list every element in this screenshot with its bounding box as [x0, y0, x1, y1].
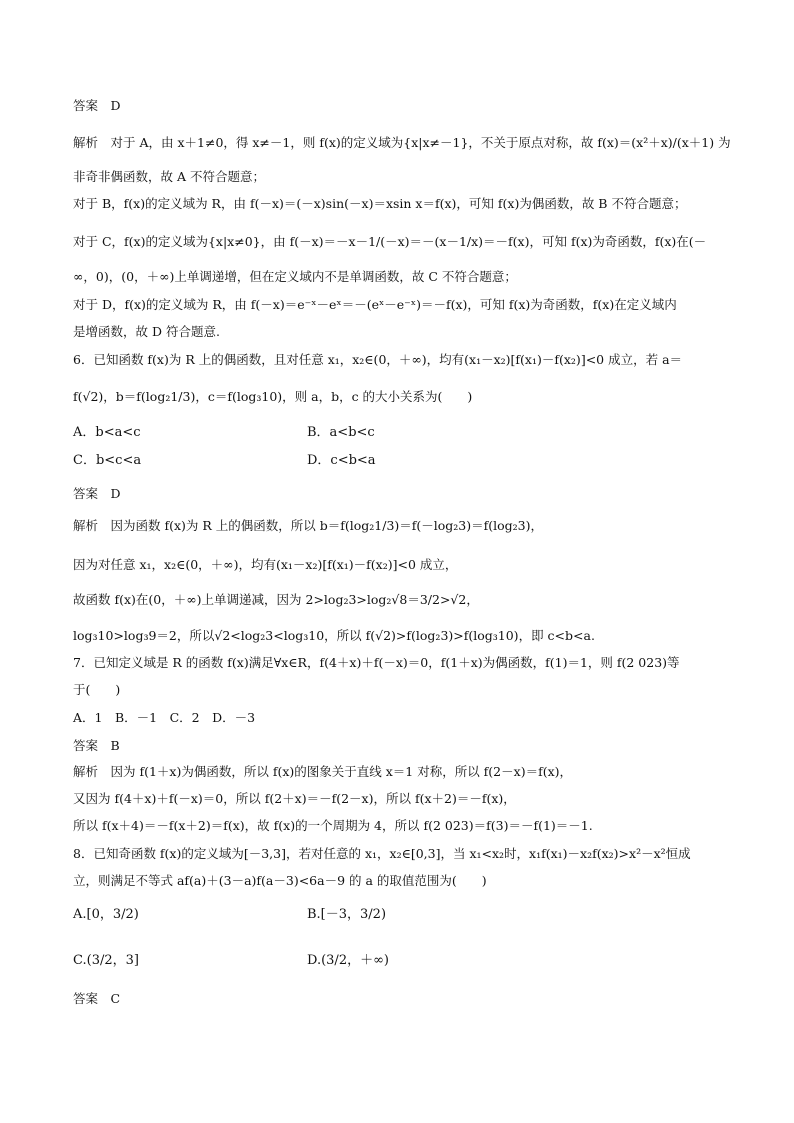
text-line-l22: 解析 因为 f(1＋x)为偶函数，所以 f(x)的图象关于直线 x＝1 对称，所以 f(2－x)＝f(x)，	[73, 764, 572, 779]
options_q6-option-2: C．b<c<a	[73, 453, 142, 468]
text-line-l1: 答案 D	[73, 98, 121, 113]
text-line-l16: 故函数 f(x)在(0，＋∞)上单调递减，因为 2>log₂3>log₂√8＝3/2>√2，	[73, 592, 479, 607]
text-line-l5: 对于 C，f(x)的定义域为{x|x≠0}，由 f(－x)＝－x－1/(－x)＝－(x－1/x)＝－f(x)，可知 f(x)为奇函数，f(x)在(－	[73, 234, 707, 249]
text-line-l24: 所以 f(x＋4)＝－f(x＋2)＝f(x)，故 f(x)的一个周期为 4，所以 f(2 023)＝f(3)＝－f(1)＝－1.	[73, 818, 593, 833]
options_q8-option-3: D.(3/2，＋∞)	[307, 953, 389, 968]
text-line-l6: ∞，0)，(0，＋∞)上单调递增，但在定义域内不是单调函数，故 C 不符合题意；	[73, 269, 517, 284]
text-line-l21: 答案 B	[73, 738, 120, 753]
text-line-l9: 6．已知函数 f(x)为 R 上的偶函数，且对任意 x₁，x₂∈(0，＋∞)，均有(x₁－x₂)[f(x₁)－f(x₂)]<0 成立，若 a＝	[73, 352, 683, 367]
text-line-l10: f(√2)，b＝f(log₂1/3)，c＝f(log₃10)，则 a，b，c 的大小关系为( )	[73, 389, 473, 404]
text-line-l4: 对于 B，f(x)的定义域为 R，由 f(－x)＝(－x)sin(－x)＝xsin x＝f(x)，可知 f(x)为偶函数，故 B 不符合题意；	[73, 196, 687, 211]
options_q8-option-0: A.[0，3/2)	[73, 907, 139, 922]
text-line-l14: 解析 因为函数 f(x)为 R 上的偶函数，所以 b＝f(log₂1/3)＝f(－log₂3)＝f(log₂3)，	[73, 518, 544, 533]
options_q8-option-1: B.[－3，3/2)	[307, 907, 387, 922]
text-line-l26: 立，则满足不等式 af(a)＋(3－a)f(a－3)<6a－9 的 a 的取值范围为( )	[73, 873, 487, 888]
text-line-l13: 答案 D	[73, 486, 121, 501]
text-line-l20: A．1 B．－1 C．2 D．－3	[73, 710, 256, 725]
text-line-l18: 7．已知定义域是 R 的函数 f(x)满足∀x∈R，f(4＋x)＋f(－x)＝0，f(1＋x)为偶函数，f(1)＝1，则 f(2 023)等	[73, 655, 680, 670]
text-line-l19: 于( )	[73, 682, 121, 697]
options_q6-option-0: A．b<a<c	[73, 425, 141, 440]
text-line-l29: 答案 C	[73, 991, 121, 1006]
text-line-l15: 因为对任意 x₁，x₂∈(0，＋∞)，均有(x₁－x₂)[f(x₁)－f(x₂)]<0 成立，	[73, 557, 458, 572]
text-line-l3: 非奇非偶函数，故 A 不符合题意；	[73, 169, 265, 184]
text-line-l8: 是增函数，故 D 符合题意.	[73, 324, 220, 339]
text-line-l2: 解析 对于 A，由 x＋1≠0，得 x≠－1，则 f(x)的定义域为{x|x≠－1}，不关于原点对称，故 f(x)＝(x²＋x)/(x＋1) 为	[73, 135, 731, 150]
text-line-l23: 又因为 f(4＋x)＋f(－x)＝0，所以 f(2＋x)＝－f(2－x)，所以 f(x＋2)＝－f(x)，	[73, 791, 516, 806]
text-line-l7: 对于 D，f(x)的定义域为 R，由 f(－x)＝e⁻ˣ－eˣ＝－(eˣ－e⁻ˣ)＝－f(x)，可知 f(x)为奇函数，f(x)在定义域内	[73, 297, 677, 312]
options_q8-option-2: C.(3/2，3]	[73, 953, 139, 968]
text-line-l25: 8．已知奇函数 f(x)的定义域为[－3,3]，若对任意的 x₁，x₂∈[0,3]，当 x₁<x₂时，x₁f(x₁)－x₂f(x₂)>x²－x²恒成	[73, 846, 691, 861]
options_q6-option-3: D．c<b<a	[307, 453, 376, 468]
options_q6-option-1: B．a<b<c	[307, 425, 375, 440]
text-line-l17: log₃10>log₃9＝2，所以√2<log₂3<log₃10，所以 f(√2)>f(log₂3)>f(log₃10)，即 c<b<a.	[73, 628, 595, 643]
